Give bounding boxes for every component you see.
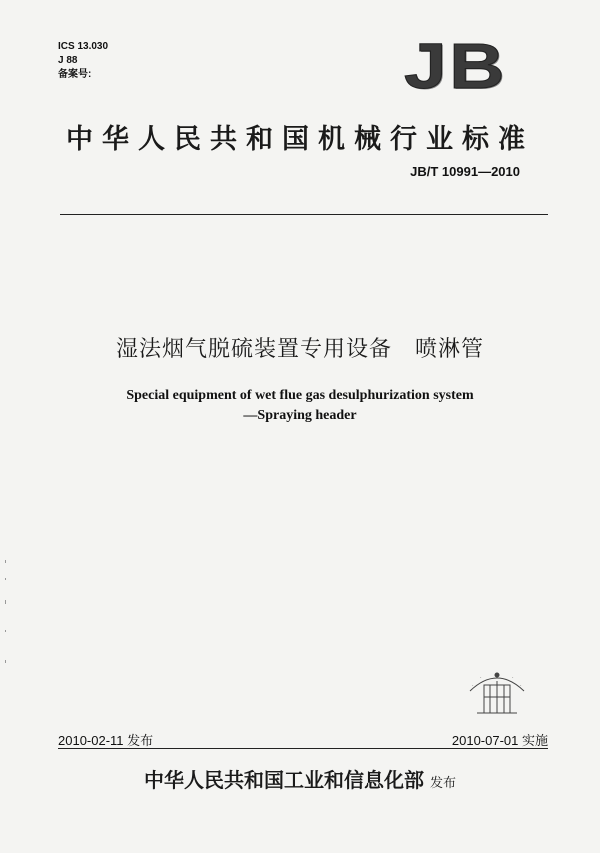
industry-standard-title: 中华人民共和国机械行业标准: [66, 124, 534, 155]
record-number: 备案号:: [58, 69, 92, 80]
standard-number: JB/T 10991—2010: [410, 164, 520, 179]
english-title-line-2: —Spraying header: [243, 408, 357, 423]
issuer-name: 中华人民共和国工业和信息化部: [143, 768, 424, 792]
classification-codes: [58, 40, 108, 82]
ics-code: ICS 13.030: [58, 41, 109, 52]
standard-title-chinese: 湿法烟气脱硫装置专用设备 喷淋管: [115, 337, 484, 362]
scan-edge-marks: [4, 560, 8, 680]
issuer-suffix: 发布: [429, 776, 456, 791]
footer-divider: [58, 748, 548, 749]
class-code: J 88: [58, 55, 78, 66]
svg-text:·: ·: [472, 683, 474, 689]
english-title-line-1: Special equipment of wet flue gas desulphurization system: [126, 388, 474, 403]
issue-date: 2010-02-11 发布: [58, 733, 154, 748]
jb-logo-text: JB: [404, 30, 507, 102]
jb-logo: [404, 30, 520, 102]
dates-row: [58, 730, 548, 746]
issuing-authority: [0, 764, 600, 793]
implementation-date: 2010-07-01 实施: [451, 733, 548, 748]
svg-text:·: ·: [480, 675, 482, 681]
header-divider: [60, 214, 548, 215]
standard-title-english: [0, 386, 600, 426]
svg-text:·: ·: [512, 675, 514, 681]
svg-text:·: ·: [520, 683, 522, 689]
official-seal-stamp: [462, 663, 532, 718]
